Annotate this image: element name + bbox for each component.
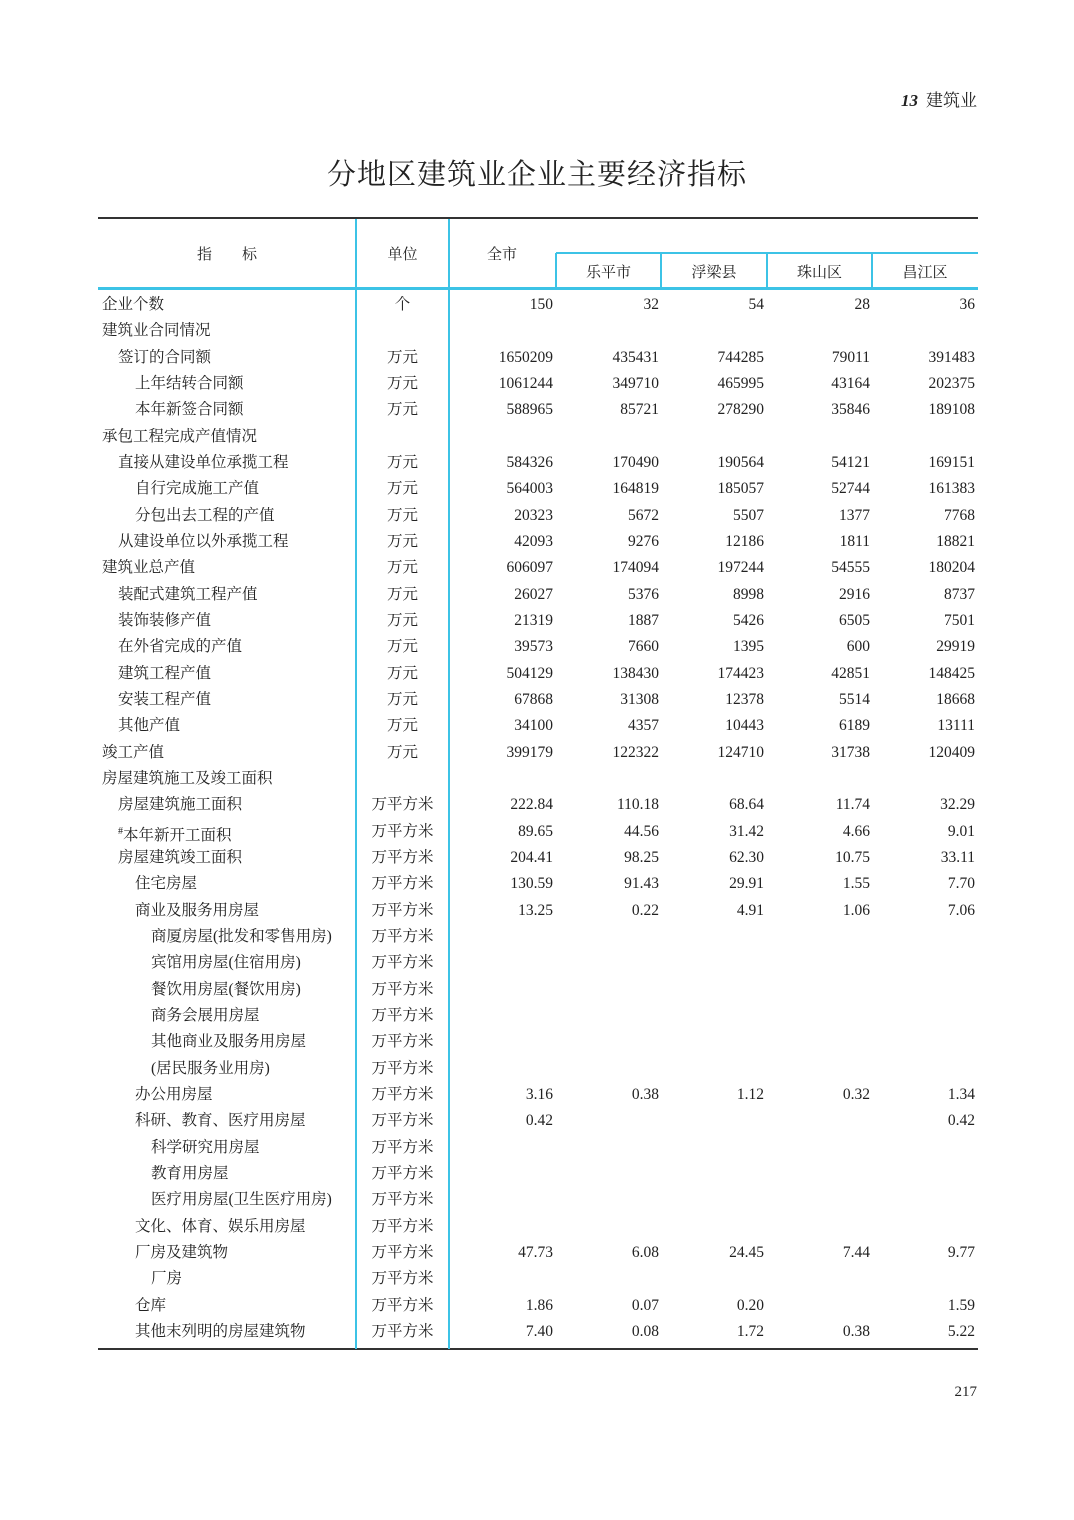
cell-value: 164819 [612,480,659,498]
cell-value: 10443 [725,717,764,735]
table-row [98,845,978,871]
row-unit: 万平方米 [371,1243,434,1261]
row-unit: 万平方米 [371,822,434,840]
cell-value: 34100 [514,717,553,735]
cell-value: 9.01 [947,822,975,840]
cell-value: 7.06 [947,901,975,919]
table-row [98,450,978,476]
row-unit: 万元 [386,348,418,366]
cell-value: 124710 [717,743,764,761]
row-label [118,529,289,555]
row-label-text: 房屋建筑竣工面积 [118,848,243,866]
table-row [98,1082,978,1108]
cell-value: 12186 [725,532,764,550]
cell-value: 349710 [612,374,659,392]
cell-value: 4.66 [842,822,870,840]
cell-value: 54555 [831,559,870,577]
table-row [98,661,978,687]
cell-value: 32 [643,296,659,313]
cell-value: 1650209 [498,348,553,366]
row-label-text: 承包工程完成产值情况 [102,427,258,445]
cell-value: 189108 [928,401,975,419]
cell-value: 42851 [831,664,870,682]
cell-value: 7660 [628,638,659,656]
table-row [98,345,978,371]
table-row [98,1135,978,1161]
row-label [151,977,301,1003]
row-label [118,792,242,818]
row-label [135,1319,306,1345]
row-label-text: 办公用房屋 [135,1085,213,1103]
row-unit: 万平方米 [371,1164,434,1182]
row-label-text: 建筑业合同情况 [102,322,211,340]
header-region: 乐平市 [585,265,631,281]
cell-value: 9276 [628,532,659,550]
cell-value: 6189 [839,717,870,735]
row-label [151,950,301,976]
cell-value: 20323 [514,506,553,524]
row-label-text: 住宅房屋 [135,875,198,893]
table-row [98,687,978,713]
row-label [151,924,332,950]
cell-value: 1.34 [947,1085,975,1103]
header-region: 昌江区 [902,265,948,281]
row-unit: 万元 [386,585,418,603]
row-label [118,661,211,687]
table-row [98,1240,978,1266]
cell-value: 150 [529,296,553,313]
cell-value: 11.74 [835,796,870,814]
cell-value: 1.72 [736,1322,764,1340]
cell-value: 1.06 [842,901,870,919]
cell-value: 91.43 [624,875,659,893]
row-unit: 万平方米 [371,1059,434,1077]
row-label [102,318,211,344]
row-label [118,345,211,371]
row-label [102,424,257,450]
cell-value: 465995 [717,374,764,392]
cell-value: 47.73 [518,1243,553,1261]
row-label [151,1029,306,1055]
page-number: 217 [954,1384,977,1400]
row-label [102,740,164,766]
cell-value: 0.20 [736,1296,764,1314]
table-row [98,292,978,318]
row-unit: 万平方米 [371,1191,434,1209]
row-label-text: 上年结转合同额 [135,374,244,392]
row-label-text: 自行完成施工产值 [135,480,260,498]
cell-value: 5514 [839,690,870,708]
table-row [98,1003,978,1029]
row-label-text: 餐饮用房屋(餐饮用房) [151,980,301,998]
cell-value: 8998 [733,585,764,603]
cell-value: 1061244 [498,374,553,392]
table-row [98,1266,978,1292]
cell-value: 26027 [514,585,553,603]
row-unit: 万元 [386,690,418,708]
cell-value: 204.41 [510,848,553,866]
cell-value: 5672 [628,506,659,524]
cell-value: 161383 [928,480,975,498]
cell-value: 185057 [717,480,764,498]
cell-value: 62.30 [729,848,764,866]
table-row [98,977,978,1003]
row-label-text: 房屋建筑施工面积 [118,796,243,814]
row-unit: 万元 [386,638,418,656]
cell-value: 2916 [839,585,870,603]
cell-value: 36 [959,296,975,313]
row-label-text: 厂房及建筑物 [135,1243,229,1261]
cell-value: 0.38 [842,1322,870,1340]
cell-value: 0.42 [525,1112,553,1130]
row-unit: 万元 [386,480,418,498]
row-label [118,845,242,871]
table-row [98,1029,978,1055]
cell-value: 1.59 [947,1296,975,1314]
cell-value: 7.40 [525,1322,553,1340]
row-label-text: 科学研究用房屋 [151,1138,260,1156]
row-label-text: 竣工产值 [102,743,165,761]
row-label-text: 仓库 [135,1296,167,1314]
cell-value: 0.22 [631,901,659,919]
header-indicator: 指 标 [196,247,257,263]
table-row [98,503,978,529]
cell-value: 21319 [514,611,553,629]
table-row [98,740,978,766]
row-label [151,1161,229,1187]
row-unit: 万元 [386,401,418,419]
cell-value: 44.56 [624,822,659,840]
row-unit: 万平方米 [371,1296,434,1314]
cell-value: 39573 [514,638,553,656]
row-unit: 万元 [386,374,418,392]
table-row [98,766,978,792]
cell-value: 130.59 [510,875,553,893]
table-row [98,1214,978,1240]
row-unit: 万平方米 [371,901,434,919]
cell-value: 5376 [628,585,659,603]
cell-value: 1.86 [525,1296,553,1314]
cell-value: 7501 [944,611,975,629]
table-row [98,555,978,581]
table-row [98,1293,978,1319]
cell-value: 138430 [612,664,659,682]
cell-value: 0.08 [631,1322,659,1340]
cell-value: 744285 [717,348,764,366]
cell-value: 180204 [928,559,975,577]
cell-value: 98.25 [624,848,659,866]
table-row [98,713,978,739]
cell-value: 54121 [831,453,870,471]
header-total: 全市 [487,247,518,263]
cell-value: 600 [846,638,870,656]
cell-value: 85721 [620,401,659,419]
cell-value: 5426 [733,611,764,629]
cell-value: 31308 [620,690,659,708]
row-unit: 万平方米 [371,1033,434,1051]
cell-value: 42093 [514,532,553,550]
table-row [98,1187,978,1213]
row-unit: 万平方米 [371,796,434,814]
cell-value: 564003 [506,480,553,498]
row-label [118,713,180,739]
row-label-text: 签订的合同额 [118,348,212,366]
row-unit: 万平方米 [371,927,434,945]
cell-value: 4357 [628,717,659,735]
cell-value: 13.25 [518,901,553,919]
table-row [98,529,978,555]
row-unit: 万平方米 [371,1112,434,1130]
row-unit: 万元 [386,664,418,682]
table-row [98,950,978,976]
row-label [135,371,244,397]
row-label [151,1187,332,1213]
cell-value: 28 [854,296,870,313]
row-unit: 万元 [386,506,418,524]
cell-value: 0.38 [631,1085,659,1103]
table-row [98,819,978,845]
row-label-text: 宾馆用房屋(住宿用房) [151,954,301,972]
chapter-number: 13 [901,91,918,110]
row-label [118,582,258,608]
cell-value: 148425 [928,664,975,682]
row-label [151,1135,260,1161]
cell-value: 7.44 [842,1243,870,1261]
chapter-header [901,86,977,111]
row-unit: 万平方米 [371,954,434,972]
table-row [98,397,978,423]
cell-value: 1.12 [736,1085,764,1103]
row-label-text: 商务会展用房屋 [151,1006,260,1024]
cell-value: 169151 [928,453,975,471]
row-label-text: 分包出去工程的产值 [135,506,275,524]
cell-value: 7.70 [947,875,975,893]
table-row [98,634,978,660]
cell-value: 391483 [928,348,975,366]
cell-value: 504129 [506,664,553,682]
cell-value: 4.91 [736,901,764,919]
cell-value: 435431 [612,348,659,366]
cell-value: 68.64 [729,796,764,814]
table-row [98,898,978,924]
row-unit: 万平方米 [371,1217,434,1235]
table-row [98,424,978,450]
row-unit: 万平方米 [371,1006,434,1024]
cell-value: 9.77 [947,1243,975,1261]
page-title: 分地区建筑业企业主要经济指标 [326,159,747,191]
cell-value: 222.84 [510,796,553,814]
cell-value: 7768 [944,506,975,524]
cell-value: 29.91 [729,875,764,893]
row-label [118,634,242,660]
cell-value: 5507 [733,506,764,524]
table-row [98,1056,978,1082]
row-unit: 万平方米 [371,1138,434,1156]
row-label [151,1056,270,1082]
cell-value: 6505 [839,611,870,629]
table-row [98,924,978,950]
cell-value: 3.16 [525,1085,553,1103]
table-row [98,608,978,634]
row-unit: 个 [394,296,411,313]
row-label [135,1108,306,1134]
cell-value: 12378 [725,690,764,708]
row-label-text: (居民服务业用房) [151,1059,270,1077]
row-label [151,1003,260,1029]
row-label-text: 科研、教育、医疗用房屋 [135,1112,306,1130]
cell-value: 33.11 [940,848,975,866]
cell-value: 67868 [514,690,553,708]
cell-value: 120409 [928,743,975,761]
top-rule [98,217,978,219]
table-row [98,318,978,344]
cell-value: 43164 [831,374,870,392]
header-unit: 单位 [387,247,418,263]
row-label [118,450,289,476]
bottom-rule [98,1348,978,1350]
row-unit: 万平方米 [371,1270,434,1288]
row-unit: 万元 [386,532,418,550]
table-row [98,871,978,897]
table-row [98,1108,978,1134]
table-row [98,582,978,608]
cell-value: 13111 [937,717,975,735]
row-label-text: 厂房 [151,1270,183,1288]
cell-value: 79011 [831,348,870,366]
cell-value: 1887 [628,611,659,629]
row-label-text: 从建设单位以外承揽工程 [118,532,289,550]
cell-value: 0.42 [947,1112,975,1130]
cell-value: 52744 [831,480,870,498]
row-label-text: 在外省完成的产值 [118,638,243,656]
cell-value: 5.22 [947,1322,975,1340]
cell-value: 197244 [717,559,764,577]
row-label-text: 本年新开工面积 [123,826,232,844]
row-label-text: 商业及服务用房屋 [135,901,260,919]
row-label-text: 本年新签合同额 [135,401,244,419]
cell-value: 32.29 [940,796,975,814]
cell-value: 202375 [928,374,975,392]
row-unit: 万元 [386,559,418,577]
cell-value: 18668 [936,690,975,708]
header-region: 浮梁县 [691,265,737,281]
row-label [135,1082,213,1108]
row-unit: 万平方米 [371,848,434,866]
row-unit: 万元 [386,453,418,471]
table-row [98,476,978,502]
row-label-text: 教育用房屋 [151,1164,229,1182]
cell-value: 54 [748,296,764,313]
cell-value: 35846 [831,401,870,419]
row-label-text: 建筑工程产值 [118,664,212,682]
row-unit: 万平方米 [371,980,434,998]
cell-value: 6.08 [631,1243,659,1261]
row-label [102,292,164,318]
chapter-name: 建筑业 [926,91,977,110]
cell-value: 122322 [612,743,659,761]
row-label [135,397,244,423]
table-row [98,1161,978,1187]
row-label [102,555,195,581]
table-row [98,792,978,818]
row-mark: # [118,825,123,837]
cell-value: 1.55 [842,875,870,893]
row-label [135,1240,228,1266]
cell-value: 89.65 [518,822,553,840]
row-label-text: 装饰装修产值 [118,611,212,629]
row-label-text: 其他商业及服务用房屋 [151,1033,307,1051]
row-unit: 万元 [386,611,418,629]
cell-value: 18821 [936,532,975,550]
row-label [135,503,275,529]
cell-value: 0.32 [842,1085,870,1103]
row-label-text: 装配式建筑工程产值 [118,585,258,603]
row-label [135,1293,166,1319]
row-unit: 万平方米 [371,1085,434,1103]
cell-value: 190564 [717,453,764,471]
cell-value: 31.42 [729,822,764,840]
row-label [135,476,259,502]
row-label-text: 建筑业总产值 [102,559,196,577]
cell-value: 1395 [733,638,764,656]
header-region: 珠山区 [796,265,842,281]
cell-value: 399179 [506,743,553,761]
cell-value: 0.07 [631,1296,659,1314]
cell-value: 278290 [717,401,764,419]
header-rule [98,287,978,290]
cell-value: 1811 [839,532,870,550]
cell-value: 588965 [506,401,553,419]
row-label-text: 商厦房屋(批发和零售用房) [151,927,332,945]
row-label [102,766,273,792]
cell-value: 31738 [831,743,870,761]
row-label-text: 企业个数 [102,296,165,313]
row-label-text: 其他末列明的房屋建筑物 [135,1322,306,1340]
row-label-text: 安装工程产值 [118,690,212,708]
table-row [98,1319,978,1345]
row-label [118,687,211,713]
table-row [98,371,978,397]
row-label [135,1214,306,1240]
cell-value: 174094 [612,559,659,577]
cell-value: 584326 [506,453,553,471]
row-unit: 万元 [386,743,418,761]
row-label [118,608,211,634]
cell-value: 1377 [839,506,870,524]
row-unit: 万平方米 [371,1322,434,1340]
row-unit: 万平方米 [371,875,434,893]
cell-value: 170490 [612,453,659,471]
row-label-text: 医疗用房屋(卫生医疗用房) [151,1191,332,1209]
cell-value: 110.18 [616,796,659,814]
cell-value: 606097 [506,559,553,577]
row-label-text: 文化、体育、娱乐用房屋 [135,1217,306,1235]
cell-value: 8737 [944,585,975,603]
cell-value: 24.45 [729,1243,764,1261]
cell-value: 174423 [717,664,764,682]
row-label [135,871,197,897]
row-unit: 万元 [386,717,418,735]
cell-value: 10.75 [835,848,870,866]
row-label-text: 房屋建筑施工及竣工面积 [102,769,273,787]
row-label [135,898,259,924]
row-label-text: 其他产值 [118,717,181,735]
row-label-text: 直接从建设单位承揽工程 [118,453,289,471]
cell-value: 29919 [936,638,975,656]
row-label [151,1266,182,1292]
